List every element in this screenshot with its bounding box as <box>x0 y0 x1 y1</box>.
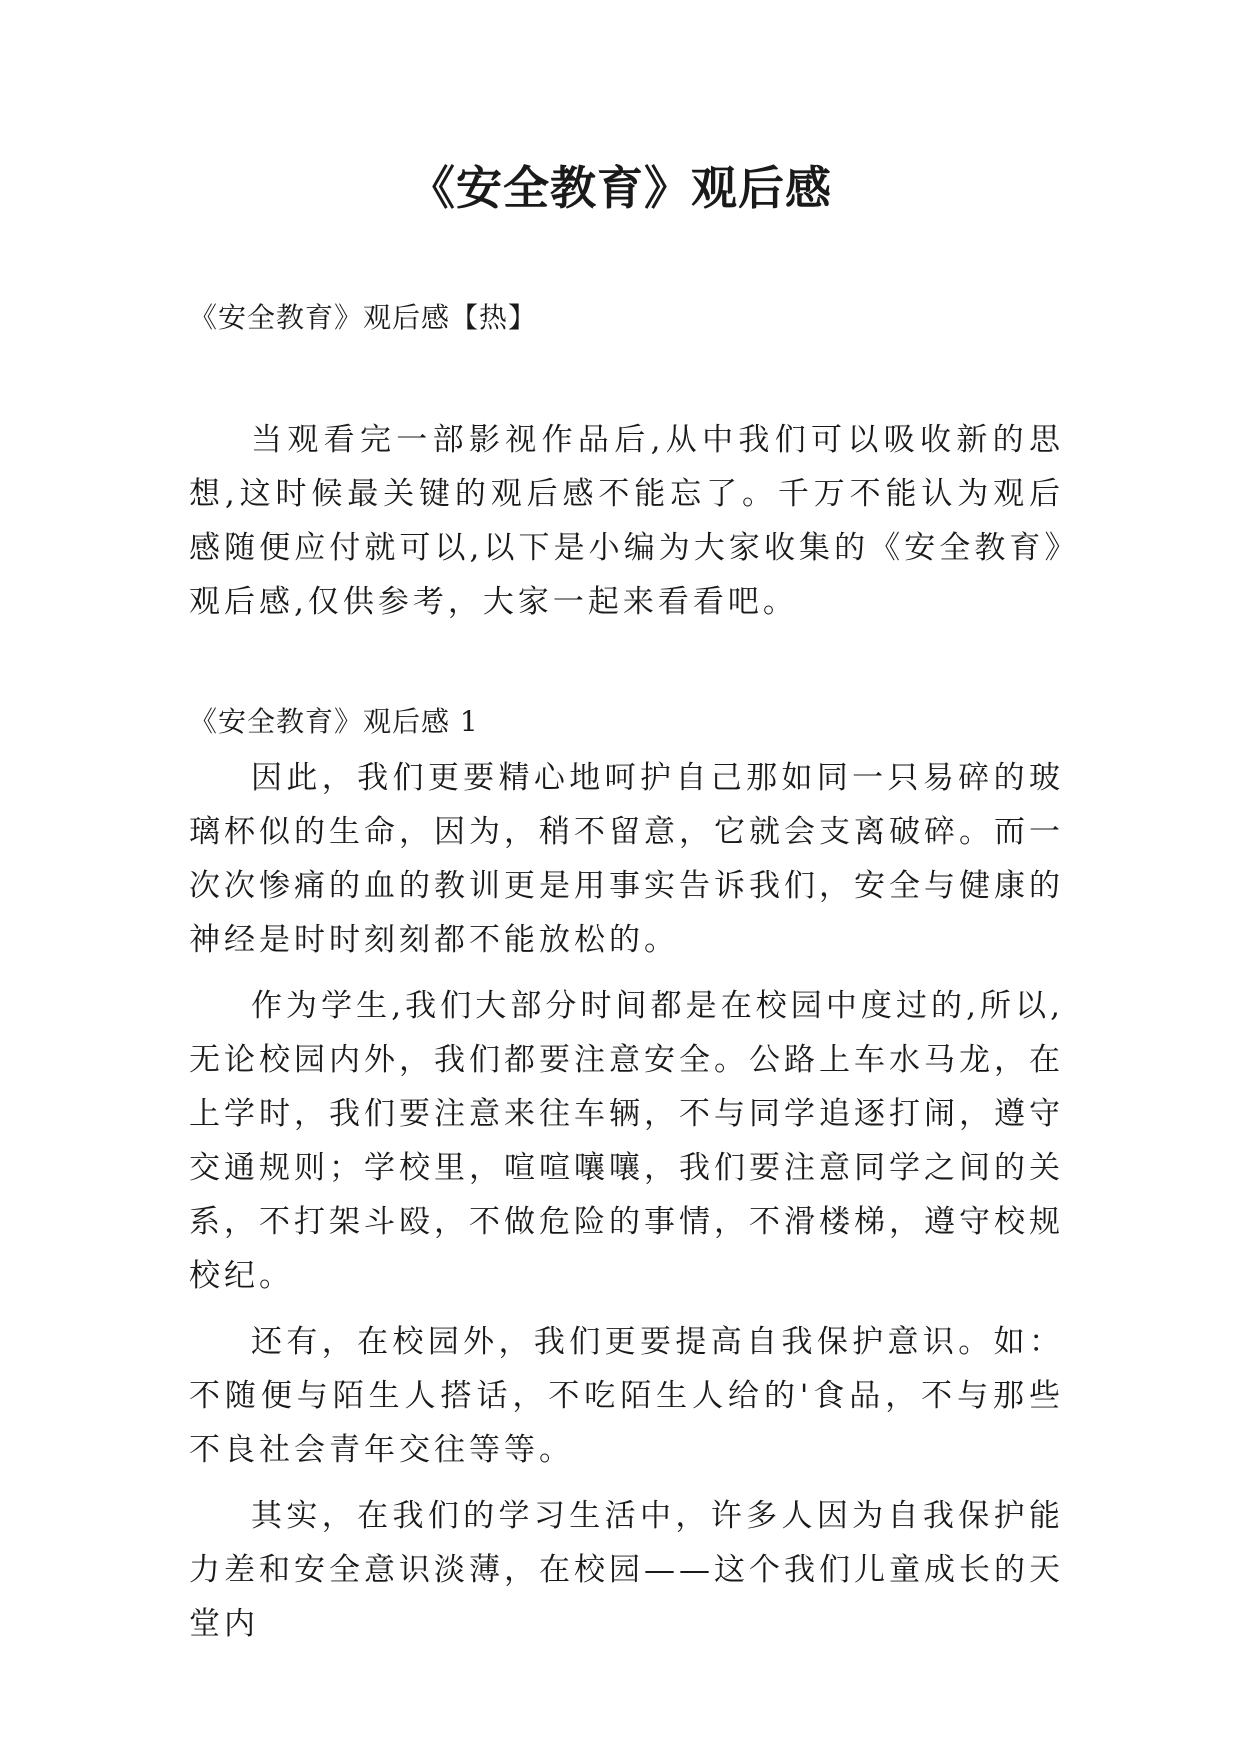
section-heading: 《安全教育》观后感 1 <box>189 705 479 738</box>
body-paragraph-3: 还有，在校园外，我们更要提高自我保护意识。如：不随便与陌生人搭话，不吃陌生人给的'食品，不与那些不良社会青年交往等等。 <box>189 1324 1064 1468</box>
page-title: 《安全教育》观后感 <box>409 161 832 215</box>
document-subtitle: 《安全教育》观后感【热】 <box>189 301 538 334</box>
document-body <box>189 295 1064 1651</box>
body-paragraph-1: 因此，我们更要精心地呵护自己那如同一只易碎的玻璃杯似的生命，因为，稍不留意，它就会支离破碎。而一次次惨痛的血的教训更是用事实告诉我们，安全与健康的神经是时时刻刻都不能放松的。 <box>189 760 1064 958</box>
body-paragraph-4: 其实，在我们的学习生活中，许多人因为自我保护能力差和安全意识淡薄，在校园——这个我们儿童成长的天堂内 <box>189 1498 1064 1642</box>
intro-paragraph: 当观看完一部影视作品后,从中我们可以吸收新的思想,这时候最关键的观后感不能忘了。千万不能认为观后感随便应付就可以,以下是小编为大家收集的《安全教育》观后感,仅供参考，大家一起来看看吧。 <box>189 422 1064 620</box>
body-paragraph-2: 作为学生,我们大部分时间都是在校园中度过的,所以,无论校园内外，我们都要注意安全。公路上车水马龙，在上学时，我们要注意来往车辆，不与同学追逐打闹，遵守交通规则；学校里，喧喧嚷嚷，我们要注意同学之间的关系，不打架斗殴，不做危险的事情，不滑楼梯，遵守校规校纪。 <box>189 988 1064 1294</box>
